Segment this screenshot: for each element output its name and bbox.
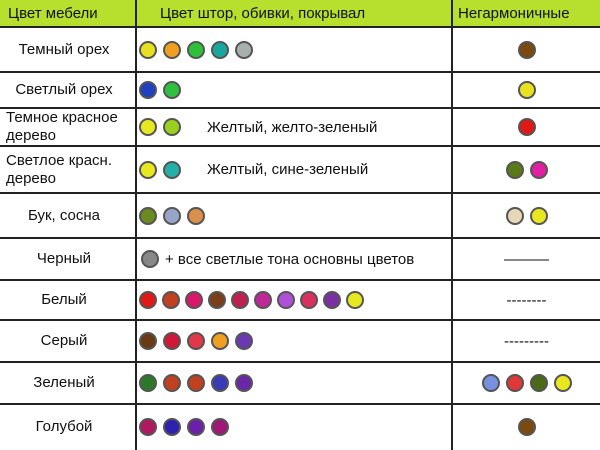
none-dash: ——— bbox=[504, 250, 549, 268]
color-swatch bbox=[163, 207, 181, 225]
table-row bbox=[0, 280, 600, 320]
furniture-color-label: Серый bbox=[40, 332, 88, 349]
disharmonious-colors-cell bbox=[453, 108, 600, 146]
color-swatch bbox=[185, 291, 203, 309]
color-swatch bbox=[163, 418, 181, 436]
furniture-color-label: Темный орех bbox=[18, 41, 110, 58]
harmonious-colors-cell bbox=[139, 108, 451, 146]
color-swatch bbox=[530, 374, 548, 392]
disharmonious-swatches bbox=[518, 81, 536, 99]
disharmonious-swatches bbox=[518, 118, 536, 136]
color-swatch bbox=[139, 291, 157, 309]
row-divider bbox=[0, 319, 600, 321]
color-swatch bbox=[231, 291, 249, 309]
color-swatch bbox=[187, 418, 205, 436]
harmonious-swatches bbox=[139, 41, 253, 59]
row-divider bbox=[0, 279, 600, 281]
table-row bbox=[0, 404, 600, 450]
color-swatch bbox=[162, 291, 180, 309]
color-swatch bbox=[323, 291, 341, 309]
color-swatch bbox=[141, 250, 159, 268]
harmonious-colors-cell bbox=[139, 320, 451, 362]
disharmonious-swatches bbox=[518, 418, 536, 436]
color-swatch bbox=[163, 81, 181, 99]
furniture-color-label: Зеленый bbox=[33, 374, 95, 391]
disharmonious-colors-cell bbox=[453, 72, 600, 108]
color-swatch bbox=[163, 118, 181, 136]
furniture-color-label: Белый bbox=[41, 291, 87, 308]
harmonious-swatches bbox=[139, 291, 364, 309]
harmonious-swatches bbox=[139, 418, 229, 436]
color-swatch bbox=[139, 81, 157, 99]
table-row bbox=[0, 238, 600, 280]
color-swatch bbox=[235, 332, 253, 350]
furniture-color-cell bbox=[0, 146, 128, 193]
table-row bbox=[0, 72, 600, 108]
furniture-color-label: Светлый орех bbox=[15, 81, 113, 98]
disharmonious-swatches bbox=[506, 207, 548, 225]
disharmonious-colors-cell bbox=[453, 146, 600, 193]
disharmonious-swatches bbox=[482, 374, 572, 392]
color-swatch bbox=[211, 41, 229, 59]
disharmonious-colors-cell bbox=[453, 238, 600, 280]
table-row bbox=[0, 362, 600, 404]
disharmonious-colors-cell bbox=[453, 280, 600, 320]
header-curtain-color: Цвет штор, обивки, покрывал bbox=[160, 5, 366, 22]
row-divider bbox=[0, 192, 600, 194]
harmonious-colors-cell bbox=[141, 238, 453, 280]
color-swatch bbox=[254, 291, 272, 309]
harmonious-colors-cell bbox=[139, 404, 451, 450]
color-note: Желтый, сине-зеленый bbox=[207, 161, 369, 178]
color-swatch bbox=[139, 118, 157, 136]
none-dash: --------- bbox=[504, 332, 549, 350]
furniture-color-cell bbox=[0, 320, 128, 362]
color-swatch bbox=[163, 161, 181, 179]
harmonious-swatches bbox=[141, 250, 159, 268]
row-divider bbox=[0, 237, 600, 239]
harmonious-swatches bbox=[139, 81, 181, 99]
disharmonious-colors-cell bbox=[453, 193, 600, 238]
color-swatch bbox=[506, 161, 524, 179]
color-swatch bbox=[187, 332, 205, 350]
table-row bbox=[0, 146, 600, 193]
row-divider bbox=[0, 403, 600, 405]
table-row bbox=[0, 28, 600, 72]
harmonious-swatches bbox=[139, 332, 253, 350]
color-swatch bbox=[482, 374, 500, 392]
furniture-color-cell bbox=[0, 362, 128, 404]
disharmonious-swatches bbox=[518, 41, 536, 59]
color-swatch bbox=[554, 374, 572, 392]
harmonious-colors-cell bbox=[139, 362, 451, 404]
color-note: + все светлые тона основны цветов bbox=[165, 250, 415, 268]
color-swatch bbox=[211, 418, 229, 436]
furniture-color-cell bbox=[0, 280, 128, 320]
table-row bbox=[0, 320, 600, 362]
harmonious-colors-cell bbox=[139, 280, 451, 320]
disharmonious-colors-cell bbox=[453, 320, 600, 362]
row-divider bbox=[0, 145, 600, 147]
color-swatch bbox=[530, 161, 548, 179]
color-swatch bbox=[506, 207, 524, 225]
color-swatch bbox=[139, 207, 157, 225]
furniture-color-label: Голубой bbox=[35, 418, 93, 435]
color-swatch bbox=[300, 291, 318, 309]
color-swatch bbox=[211, 374, 229, 392]
harmonious-colors-cell bbox=[139, 28, 451, 72]
header-furniture-color: Цвет мебели bbox=[8, 5, 98, 22]
row-divider bbox=[0, 361, 600, 363]
none-dash: -------- bbox=[506, 291, 547, 309]
harmonious-swatches bbox=[139, 161, 181, 179]
harmonious-colors-cell bbox=[139, 72, 451, 108]
color-swatch bbox=[163, 41, 181, 59]
furniture-color-cell bbox=[0, 72, 128, 108]
furniture-color-label: Черный bbox=[36, 250, 92, 267]
color-swatch bbox=[187, 41, 205, 59]
disharmonious-colors-cell bbox=[453, 404, 600, 450]
color-swatch bbox=[518, 118, 536, 136]
color-note: Желтый, желто-зеленый bbox=[207, 118, 378, 136]
color-swatch bbox=[530, 207, 548, 225]
furniture-color-cell bbox=[0, 28, 128, 72]
harmonious-swatches bbox=[139, 374, 253, 392]
harmonious-swatches bbox=[139, 207, 205, 225]
color-swatch bbox=[506, 374, 524, 392]
color-swatch bbox=[139, 374, 157, 392]
disharmonious-colors-cell bbox=[453, 362, 600, 404]
color-swatch bbox=[163, 374, 181, 392]
disharmonious-swatches bbox=[506, 161, 548, 179]
color-swatch bbox=[235, 374, 253, 392]
harmonious-colors-cell bbox=[139, 146, 451, 193]
row-divider bbox=[0, 71, 600, 73]
header-disharmonious: Негармоничные bbox=[458, 5, 570, 22]
disharmonious-colors-cell bbox=[453, 28, 600, 72]
furniture-color-cell bbox=[0, 238, 128, 280]
furniture-color-label: Светлое красн. дерево bbox=[6, 151, 112, 187]
furniture-color-label: Бук, сосна bbox=[27, 206, 101, 224]
color-swatch bbox=[163, 332, 181, 350]
row-divider bbox=[0, 107, 600, 109]
color-swatch bbox=[187, 207, 205, 225]
color-swatch bbox=[139, 332, 157, 350]
color-swatch bbox=[187, 374, 205, 392]
furniture-color-cell bbox=[0, 193, 128, 238]
color-swatch bbox=[518, 418, 536, 436]
table-row bbox=[0, 108, 600, 146]
table-row bbox=[0, 193, 600, 238]
harmonious-colors-cell bbox=[139, 193, 451, 238]
color-swatch bbox=[211, 332, 229, 350]
color-swatch bbox=[139, 41, 157, 59]
color-swatch bbox=[518, 81, 536, 99]
color-swatch bbox=[346, 291, 364, 309]
furniture-color-cell bbox=[0, 108, 128, 146]
harmonious-swatches bbox=[139, 118, 181, 136]
color-swatch bbox=[518, 41, 536, 59]
color-swatch bbox=[139, 418, 157, 436]
color-swatch bbox=[139, 161, 157, 179]
color-swatch bbox=[235, 41, 253, 59]
color-swatch bbox=[208, 291, 226, 309]
color-swatch bbox=[277, 291, 295, 309]
furniture-color-label: Темное красное дерево bbox=[6, 109, 118, 144]
furniture-color-cell bbox=[0, 404, 128, 450]
